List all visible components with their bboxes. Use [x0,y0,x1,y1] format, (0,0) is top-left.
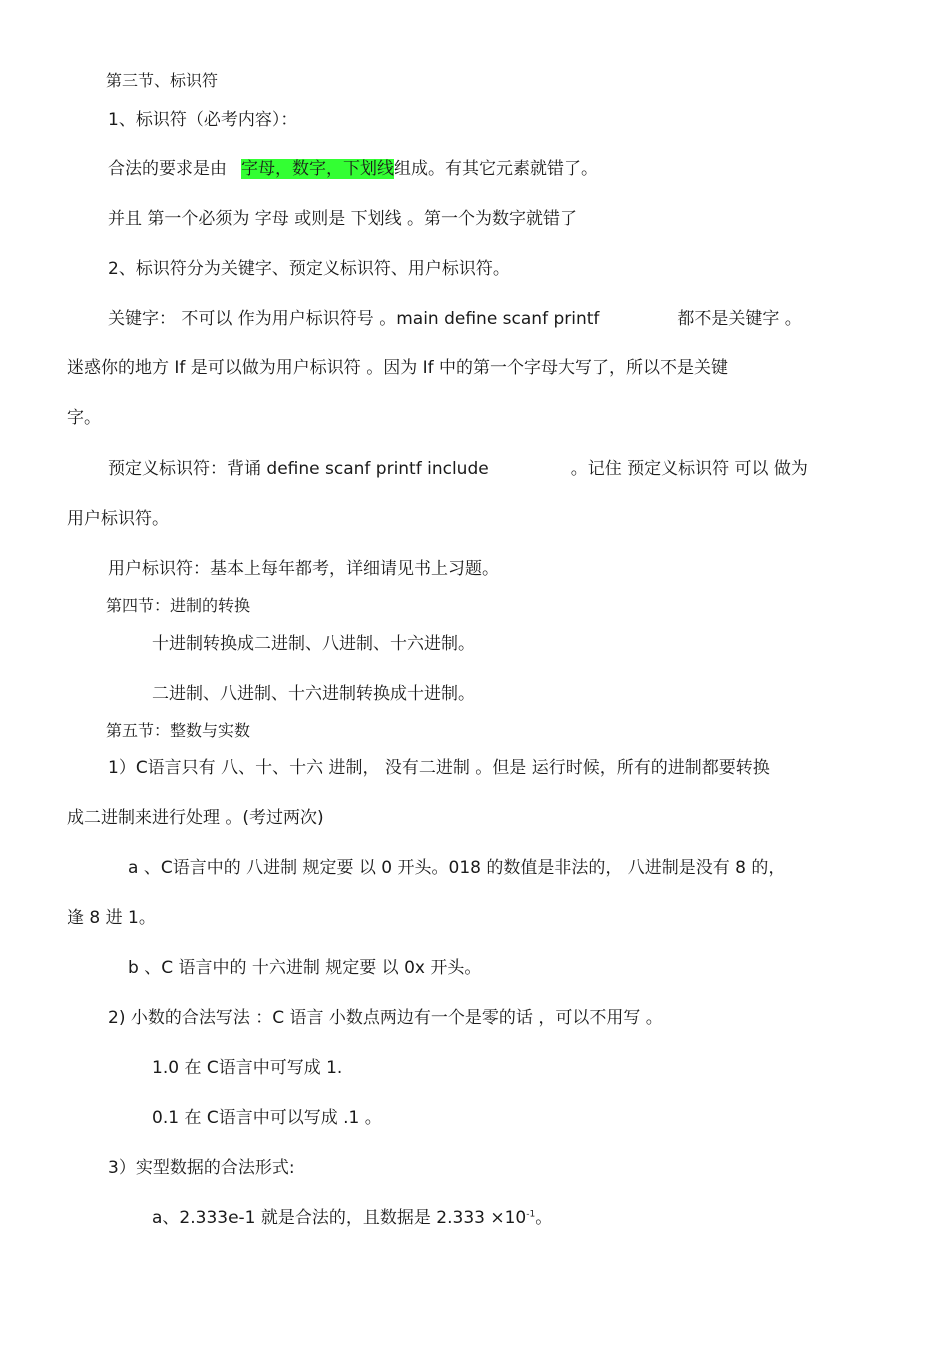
keyword-confusion-end: 字。 [67,408,101,428]
predefined-line-end: 用户标识符。 [67,509,169,529]
keyword-text: 关键字： 不可以 作为用户标识符号 。main define scanf printf [108,309,600,329]
predefined-text-end: 。记住 预定义标识符 可以 做为 [570,459,808,479]
number-base-line: 1）C语言只有 八、十、十六 进制， 没有二进制 。但是 运行时候，所有的进制都要转换 [108,758,770,778]
section-3-heading: 第三节、标识符 [106,71,219,90]
real-number-rule: 3）实型数据的合法形式: [108,1158,295,1178]
hex-rule-line: b 、C 语言中的 十六进制 规定要 以 0x 开头。 [128,958,482,978]
octal-rule-end: 逢 8 进 1。 [67,908,156,928]
exponent: -1 [526,1209,536,1220]
section-5-heading: 第五节：整数与实数 [106,721,251,740]
predefined-line [108,458,808,480]
legal-rule-prefix: 合法的要求是由 [108,159,227,179]
octal-rule-line: a 、C语言中的 八进制 规定要 以 0 开头。018 的数值是非法的， 八进制是没有 8 的， [128,858,786,878]
decimal-rule-line: 2) 小数的合法写法 ：C 语言 小数点两边有一个是零的话 ，可以不用写 。 [108,1008,663,1028]
keyword-confusion-line: 迷惑你的地方 If 是可以做为用户标识符 。因为 If 中的第一个字母大写了，所以不是关键 [67,358,729,378]
real-number-example-text: a、2.333e-1 就是合法的，且数据是 2.333 ×10 [152,1208,527,1228]
predefined-text: 预定义标识符：背诵 define scanf printf include [108,459,489,479]
highlighted-allowed-chars: 字母，数字，下划线 [241,159,394,179]
identifier-item-2: 2、标识符分为关键字、预定义标识符、用户标识符。 [108,259,510,279]
section-4-heading: 第四节：进制的转换 [106,596,251,615]
legal-rule-suffix: 组成。有其它元素就错了。 [394,159,598,179]
conversion-line-1: 十进制转换成二进制、八进制、十六进制。 [152,634,475,654]
keyword-line [108,308,802,330]
legal-rule-line [108,158,598,180]
keyword-text-end: 都不是关键字 。 [677,309,802,329]
conversion-line-2: 二进制、八进制、十六进制转换成十进制。 [152,684,475,704]
real-number-example [152,1207,552,1229]
decimal-example-2: 0.1 在 C语言中可以写成 .1 。 [152,1108,382,1128]
identifier-item-1: 1、标识符（必考内容）： [108,110,298,130]
user-identifier-line: 用户标识符：基本上每年都考，详细请见书上习题。 [108,559,499,579]
real-number-example-end: 。 [535,1208,553,1228]
decimal-example-1: 1.0 在 C语言中可写成 1. [152,1058,343,1078]
number-base-line-end: 成二进制来进行处理 。(考过两次) [67,808,324,828]
first-char-rule: 并且 第一个必须为 字母 或则是 下划线 。第一个为数字就错了 [108,209,578,229]
